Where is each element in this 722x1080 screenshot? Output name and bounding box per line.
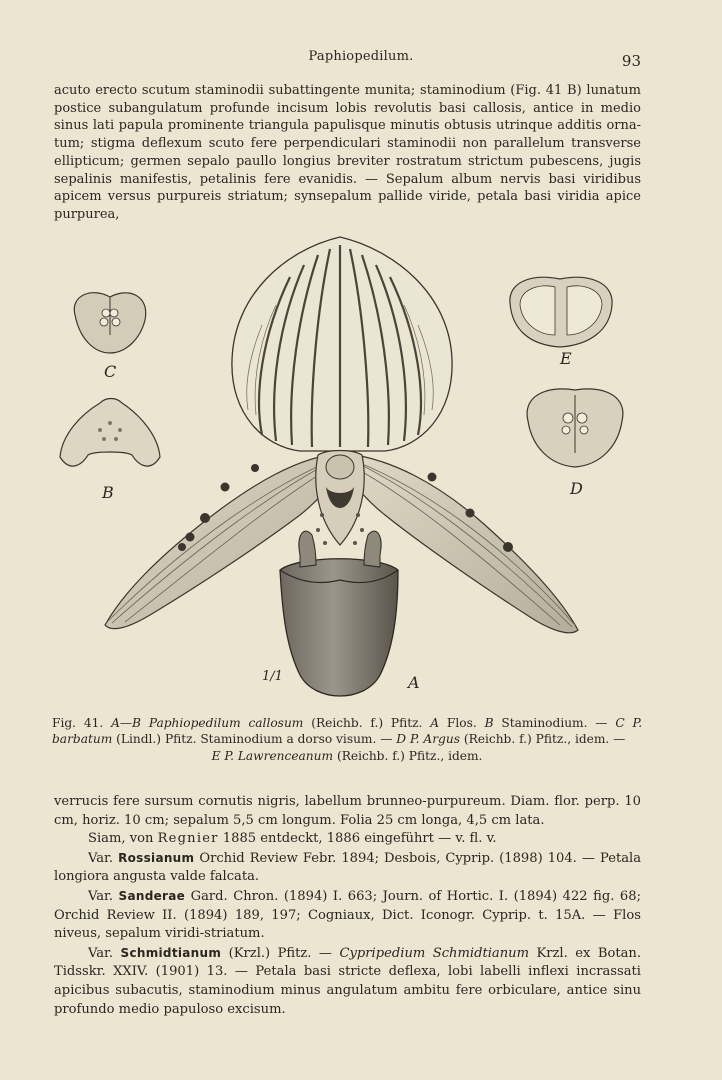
- text-line: ellipticum; germen sepalo paullo longius breviter rostratum strictum pubescens, jugis: [54, 153, 641, 169]
- staminode-c-drawing: [74, 293, 145, 353]
- figure-label-c: C: [104, 362, 117, 381]
- flower-drawing: [0, 225, 722, 715]
- text-line: sinus lati papula prominente triangula papulisque minutis obtusis utrinque additis orna-: [54, 118, 641, 134]
- dorsal-sepal: [232, 237, 452, 451]
- staminode-b-drawing: [60, 399, 160, 467]
- figure-scale-label: 1/1: [262, 669, 283, 684]
- labellum-pouch: [280, 531, 398, 696]
- text-line: sepalinis manifestis, petalinis fere evanidis. — Sepalum album nervis basi viridibus apicem: [54, 171, 641, 205]
- text-line: tum; stigma deflexum scuto fere perpendiculari staminodii non parallelum transverse: [54, 136, 641, 152]
- figure-label-a: A: [408, 673, 420, 692]
- text-line: verrucis fere sursum cornutis nigris, labellum brunneo-purpureum. Diam. flor. perp.: [54, 794, 620, 809]
- column-staminode: [316, 451, 364, 546]
- text-line: versus purpureis striatum; synsepalum pallide viride, petala basi viridia apice purpurea,: [54, 189, 641, 222]
- figure-label-b: B: [102, 483, 114, 502]
- text-line: acuto erecto scutum staminodii subattingente munita; staminodium (Fig. 41 B) lunatum: [54, 83, 641, 98]
- body-text: [54, 793, 641, 1019]
- provenance-paragraph: Siam, von Regnier 1885 entdeckt, 1886 eingeführt — v. fl. v.: [88, 831, 497, 847]
- staminode-d-drawing: [527, 389, 623, 467]
- variety-schmidtianum: Var. Schmidtianum (Krzl.) Pfitz. — Cypripedium Schmidtianum Krzl. ex Botan. Tidsskr. XXIV. (1901) 13. — Petala basi stricte deflexa, lobi labelli inflexi incrassati apicibus subacutis, staminodium minus angulatum ambitu fere orbiculare, antice sinu profundo medio papuloso excisum.: [54, 945, 641, 1017]
- variety-rossianum: Var. Rossianum Orchid Review Febr. 1894; Desbois, Cyprip. (1898) 104. — Petala longiora angusta valde falcata.: [54, 850, 642, 885]
- variety-sanderae: Var. Sanderae Gard. Chron. (1894) I. 663; Journ. of Hortic. I. (1894) 422 fig. 68; Orchid Review II. (1894) 189, 197; Cogniaux, Dict. Iconogr. Cyprip. t. 15A. — Flos niveus, sepalum viridi-striatum.: [54, 888, 641, 942]
- running-header: Paphiopedilum.: [308, 49, 414, 64]
- page-number: 93: [621, 52, 641, 70]
- figure-label-e: E: [560, 349, 572, 368]
- staminode-e-drawing: [510, 277, 612, 347]
- text-line: postice subangulatum profunde incisum lobis revolutis basi callosis, antice in medio: [54, 100, 641, 116]
- orchid-illustration: [0, 225, 722, 715]
- continuation-paragraph: [54, 793, 641, 830]
- text-line: 10 cm, horiz. 10 cm; sepalum 5,5 cm longum. Folia 25 cm longa, 4,5 cm lata.: [54, 794, 642, 828]
- description-paragraph: [54, 82, 641, 224]
- figure-caption: Fig. 41. A—B Paphiopedilum callosum (Reichb. f.) Pfitz. A Flos. B Staminodium. — C P. barbatum (Lindl.) Pfitz. Staminodium a dorso visum. — D P. Argus (Reichb. f.) Pfitz., idem. — E P. Lawrenceanum (Reichb. f.) Pfitz., idem.: [52, 716, 643, 763]
- figure-label-d: D: [570, 479, 583, 498]
